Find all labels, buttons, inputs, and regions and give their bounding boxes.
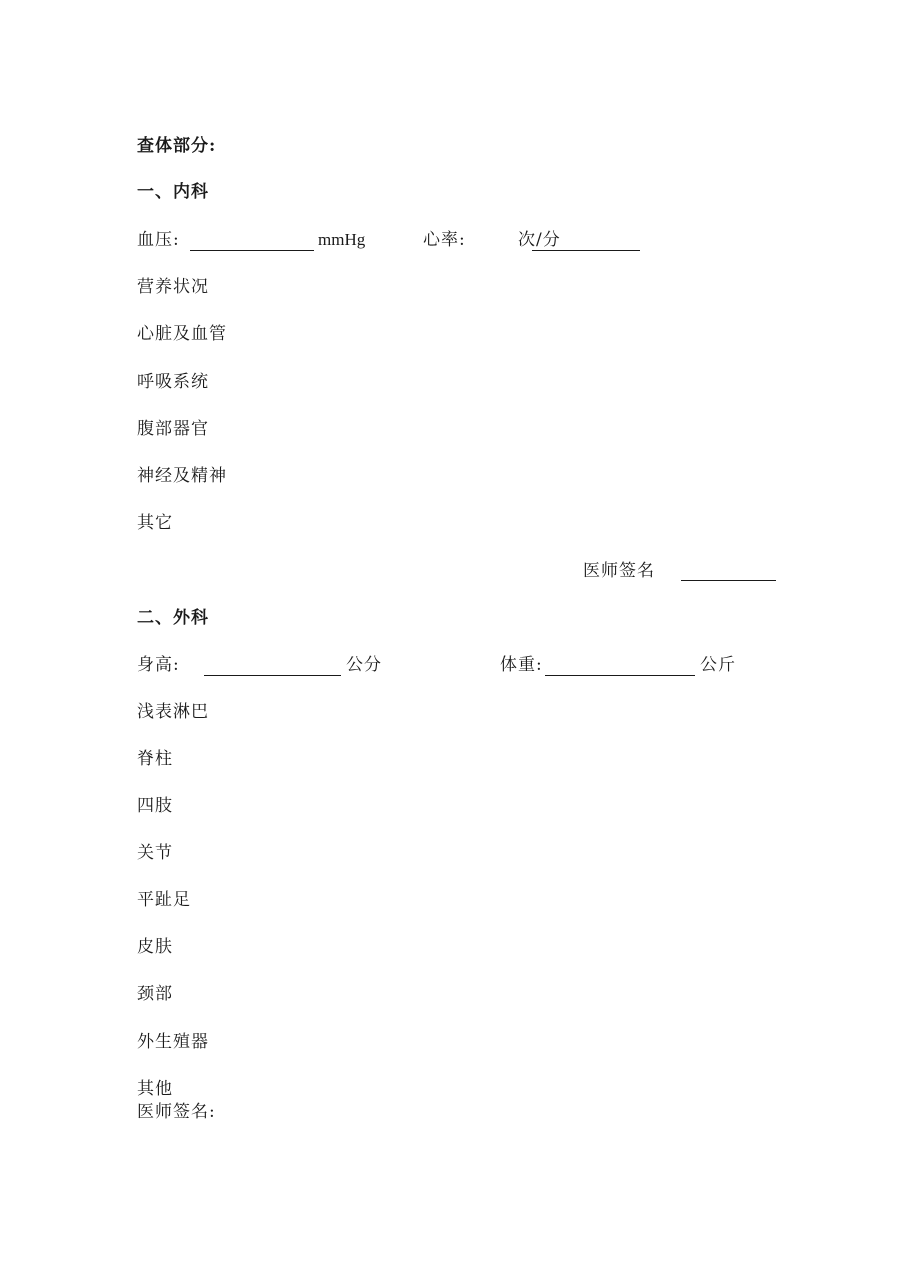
height-field[interactable] — [204, 675, 341, 676]
exam-item-lymph: 浅表淋巴 — [137, 702, 209, 722]
exam-item-other: 其它 — [137, 513, 173, 533]
exam-item-neck: 颈部 — [137, 984, 173, 1004]
blood-pressure-label: 血压: — [137, 230, 180, 250]
heart-rate-unit: 次/分 — [518, 230, 561, 250]
section-heading: 查体部分: — [137, 136, 217, 156]
weight-field[interactable] — [545, 675, 695, 676]
height-unit: 公分 — [346, 655, 382, 675]
exam-item-neuro-psych: 神经及精神 — [137, 466, 227, 486]
exam-item-flat-foot: 平趾足 — [137, 890, 191, 910]
exam-item-joints: 关节 — [137, 843, 173, 863]
surgery-title: 二、外科 — [137, 608, 209, 628]
exam-item-other-surgery: 其他 — [137, 1079, 173, 1099]
exam-item-limbs: 四肢 — [137, 796, 173, 816]
exam-item-heart-vessels: 心脏及血管 — [137, 324, 227, 344]
weight-label: 体重: — [500, 655, 543, 675]
weight-unit: 公斤 — [700, 655, 736, 675]
heart-rate-field[interactable] — [532, 250, 640, 251]
heart-rate-label: 心率: — [423, 230, 466, 250]
exam-item-nutrition: 营养状况 — [137, 277, 209, 297]
exam-item-genitalia: 外生殖器 — [137, 1032, 209, 1052]
internal-signature-field[interactable] — [681, 580, 776, 581]
exam-item-spine: 脊柱 — [137, 749, 173, 769]
blood-pressure-field[interactable] — [190, 250, 314, 251]
exam-item-respiratory: 呼吸系统 — [137, 372, 209, 392]
height-label: 身高: — [137, 655, 180, 675]
internal-medicine-title: 一、内科 — [137, 182, 209, 202]
blood-pressure-unit: mmHg — [318, 230, 366, 249]
exam-item-abdominal: 腹部器官 — [137, 419, 209, 439]
exam-item-skin: 皮肤 — [137, 937, 173, 957]
surgery-signature-label: 医师签名: — [137, 1102, 216, 1122]
internal-signature-label: 医师签名 — [583, 561, 655, 581]
